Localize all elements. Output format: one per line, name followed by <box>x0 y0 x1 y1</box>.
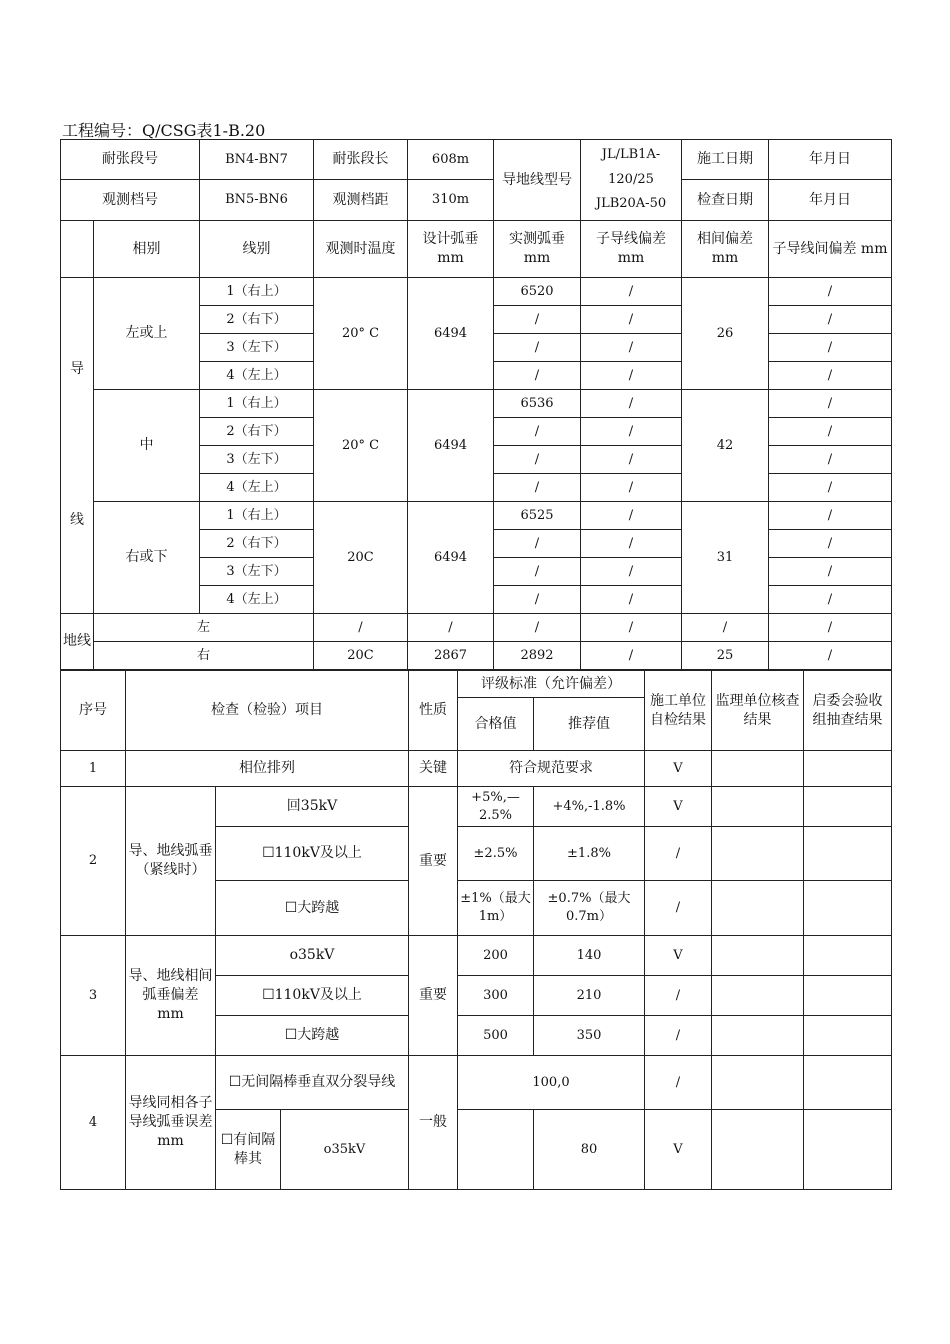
ground-phase-dev: / <box>682 614 769 642</box>
actual-sag: / <box>494 586 581 614</box>
sub-between-dev: / <box>769 530 892 558</box>
supervision-result <box>712 976 804 1016</box>
sub-between-dev: / <box>769 502 892 530</box>
committee-result <box>804 976 892 1016</box>
ground-sub-between: / <box>769 642 892 670</box>
self-check: / <box>645 1056 712 1110</box>
nature-general: 一般 <box>409 1056 458 1190</box>
sub-dev: / <box>581 558 682 586</box>
supervision-result <box>712 1016 804 1056</box>
cond-110kv: ☐110kV及以上 <box>216 827 409 881</box>
col-sub-dev: 子导线偏差 mm <box>581 221 682 278</box>
tension-length-label: 耐张段长 <box>314 140 408 180</box>
wire-type-value: JL/LB1A-120/25 JLB20A-50 <box>581 140 682 221</box>
supervision-result <box>712 751 804 787</box>
actual-sag: / <box>494 334 581 362</box>
ground-wire-label: 地线 <box>61 614 94 670</box>
committee-result <box>804 827 892 881</box>
sub-dev: / <box>581 306 682 334</box>
inspect-date-label: 检查日期 <box>682 180 769 221</box>
recommended-value: 210 <box>534 976 645 1016</box>
ground-phase-dev: 25 <box>682 642 769 670</box>
actual-sag: 6525 <box>494 502 581 530</box>
line-name: 4（左上） <box>200 586 314 614</box>
item-sub-conductor-sag: 导线同相各子导线弧垂误差 mm <box>126 1056 216 1190</box>
observe-span-label: 观测档号 <box>61 180 200 221</box>
col-phase-dev: 相间偏差 mm <box>682 221 769 278</box>
ground-actual: 2892 <box>494 642 581 670</box>
actual-sag: / <box>494 418 581 446</box>
cond-large-span: ☐大跨越 <box>216 1016 409 1056</box>
sub-between-dev: / <box>769 446 892 474</box>
col-self-check: 施工单位自检结果 <box>645 671 712 751</box>
conductor-label-top: 导 <box>70 361 84 378</box>
wire-type-label: 导地线型号 <box>494 140 581 221</box>
cond-35kv: o35kV <box>216 936 409 976</box>
supervision-result <box>712 936 804 976</box>
committee-result <box>804 1110 892 1190</box>
line-name: 2（右下） <box>200 418 314 446</box>
phase-dev: 26 <box>682 278 769 390</box>
form-title: 工程编号：Q/CSG表1-B.20 <box>62 121 266 140</box>
recommended-value: 140 <box>534 936 645 976</box>
sub-between-dev: / <box>769 390 892 418</box>
actual-sag: / <box>494 558 581 586</box>
construction-date-value: 年月日 <box>769 140 892 180</box>
cond-with-spacer: ☐有间隔棒其 <box>216 1110 281 1190</box>
sub-dev: / <box>581 390 682 418</box>
nature-important: 重要 <box>409 787 458 936</box>
col-actual: 实测弧垂 mm <box>494 221 581 278</box>
ground-sub-dev: / <box>581 614 682 642</box>
qualified-value: 500 <box>458 1016 534 1056</box>
sub-between-dev: / <box>769 418 892 446</box>
ground-side: 右 <box>94 642 314 670</box>
qualified-value: 300 <box>458 976 534 1016</box>
qualified-value: ±1%（最大1m） <box>458 881 534 936</box>
sag-measurement-table <box>60 139 892 670</box>
sub-dev: / <box>581 418 682 446</box>
sub-between-dev: / <box>769 278 892 306</box>
sub-between-dev: / <box>769 474 892 502</box>
standard-conform: 符合规范要求 <box>458 751 645 787</box>
col-design: 设计弧垂 mm <box>408 221 494 278</box>
tension-section-value: BN4-BN7 <box>200 140 314 180</box>
observe-dist-label: 观测档距 <box>314 180 408 221</box>
cond-large-span: ☐大跨越 <box>216 881 409 936</box>
recommended-value: ±0.7%（最大0.7m） <box>534 881 645 936</box>
line-name: 4（左上） <box>200 362 314 390</box>
cond-35kv: 回35kV <box>216 787 409 827</box>
line-name: 1（右上） <box>200 390 314 418</box>
supervision-result <box>712 1110 804 1190</box>
self-check: V <box>645 751 712 787</box>
obs-temp: 20° C <box>314 390 408 502</box>
col-sub-between-dev: 子导线间偏差 mm <box>769 221 892 278</box>
supervision-result <box>712 1056 804 1110</box>
actual-sag: / <box>494 362 581 390</box>
line-name: 1（右上） <box>200 278 314 306</box>
supervision-result <box>712 787 804 827</box>
phase-name: 左或上 <box>94 278 200 390</box>
self-check: / <box>645 881 712 936</box>
nature-key: 关键 <box>409 751 458 787</box>
line-name: 4（左上） <box>200 474 314 502</box>
conductor-label <box>61 278 94 614</box>
col-line: 线别 <box>200 221 314 278</box>
seq-1: 1 <box>61 751 126 787</box>
supervision-result <box>712 881 804 936</box>
tension-length-value: 608m <box>408 140 494 180</box>
col-temp: 观测时温度 <box>314 221 408 278</box>
qualified-value: ±2.5% <box>458 827 534 881</box>
cond-no-spacer: ☐无间隔棒垂直双分裂导线 <box>216 1056 409 1110</box>
item-phase-sequence: 相位排列 <box>126 751 409 787</box>
sub-dev: / <box>581 362 682 390</box>
observe-span-value: BN5-BN6 <box>200 180 314 221</box>
line-name: 3（左下） <box>200 334 314 362</box>
committee-result <box>804 1016 892 1056</box>
committee-result <box>804 881 892 936</box>
seq-4: 4 <box>61 1056 126 1190</box>
qualified-value: +5%,—2.5% <box>458 787 534 827</box>
recommended-value: ±1.8% <box>534 827 645 881</box>
sub-dev: / <box>581 586 682 614</box>
obs-temp: 20C <box>314 502 408 614</box>
sub-dev: / <box>581 334 682 362</box>
design-sag: 6494 <box>408 502 494 614</box>
self-check: V <box>645 936 712 976</box>
ground-design: 2867 <box>408 642 494 670</box>
ground-side: 左 <box>94 614 314 642</box>
sub-dev: / <box>581 446 682 474</box>
cond-110kv: ☐110kV及以上 <box>216 976 409 1016</box>
observe-dist-value: 310m <box>408 180 494 221</box>
obs-temp: 20° C <box>314 278 408 390</box>
recommended-value: 350 <box>534 1016 645 1056</box>
committee-result <box>804 787 892 827</box>
sub-between-dev: / <box>769 586 892 614</box>
col-supervision: 监理单位核查结果 <box>712 671 804 751</box>
blank-cell <box>458 1110 534 1190</box>
ground-design: / <box>408 614 494 642</box>
sub-between-dev: / <box>769 558 892 586</box>
standard-value: 80 <box>534 1110 645 1190</box>
standard-value: 100,0 <box>458 1056 645 1110</box>
ground-sub-dev: / <box>581 642 682 670</box>
design-sag: 6494 <box>408 278 494 390</box>
line-name: 3（左下） <box>200 446 314 474</box>
item-sag: 导、地线弧垂（紧线时） <box>126 787 216 936</box>
blank-corner <box>61 221 94 278</box>
col-standard: 评级标准（允许偏差） <box>458 671 645 698</box>
self-check: / <box>645 976 712 1016</box>
phase-dev: 42 <box>682 390 769 502</box>
phase-dev: 31 <box>682 502 769 614</box>
actual-sag: 6536 <box>494 390 581 418</box>
committee-result <box>804 751 892 787</box>
col-nature: 性质 <box>409 671 458 751</box>
col-qualified: 合格值 <box>458 698 534 751</box>
nature-important: 重要 <box>409 936 458 1056</box>
self-check: / <box>645 1016 712 1056</box>
sub-between-dev: / <box>769 362 892 390</box>
qualified-value: 200 <box>458 936 534 976</box>
col-recommended: 推荐值 <box>534 698 645 751</box>
inspect-date-value: 年月日 <box>769 180 892 221</box>
ground-sub-between: / <box>769 614 892 642</box>
committee-result <box>804 1056 892 1110</box>
committee-result <box>804 936 892 976</box>
line-name: 2（右下） <box>200 530 314 558</box>
phase-name: 中 <box>94 390 200 502</box>
actual-sag: / <box>494 306 581 334</box>
cond-35kv: o35kV <box>281 1110 409 1190</box>
design-sag: 6494 <box>408 390 494 502</box>
sub-between-dev: / <box>769 306 892 334</box>
col-phase: 相别 <box>94 221 200 278</box>
sub-between-dev: / <box>769 334 892 362</box>
recommended-value: +4%,-1.8% <box>534 787 645 827</box>
item-phase-sag-dev: 导、地线相间弧垂偏差 mm <box>126 936 216 1056</box>
tension-section-label: 耐张段号 <box>61 140 200 180</box>
ground-temp: / <box>314 614 408 642</box>
self-check: V <box>645 1110 712 1190</box>
sub-dev: / <box>581 502 682 530</box>
ground-actual: / <box>494 614 581 642</box>
ground-temp: 20C <box>314 642 408 670</box>
phase-name: 右或下 <box>94 502 200 614</box>
col-committee: 启委会验收组抽查结果 <box>804 671 892 751</box>
construction-date-label: 施工日期 <box>682 140 769 180</box>
col-seq: 序号 <box>61 671 126 751</box>
sub-dev: / <box>581 530 682 558</box>
supervision-result <box>712 827 804 881</box>
sub-dev: / <box>581 278 682 306</box>
seq-3: 3 <box>61 936 126 1056</box>
self-check: / <box>645 827 712 881</box>
conductor-label-bottom: 线 <box>70 512 84 529</box>
line-name: 3（左下） <box>200 558 314 586</box>
line-name: 2（右下） <box>200 306 314 334</box>
actual-sag: / <box>494 474 581 502</box>
actual-sag: / <box>494 530 581 558</box>
actual-sag: / <box>494 446 581 474</box>
actual-sag: 6520 <box>494 278 581 306</box>
self-check: V <box>645 787 712 827</box>
line-name: 1（右上） <box>200 502 314 530</box>
seq-2: 2 <box>61 787 126 936</box>
col-item: 检查（检验）项目 <box>126 671 409 751</box>
inspection-items-table <box>60 670 892 1190</box>
sub-dev: / <box>581 474 682 502</box>
